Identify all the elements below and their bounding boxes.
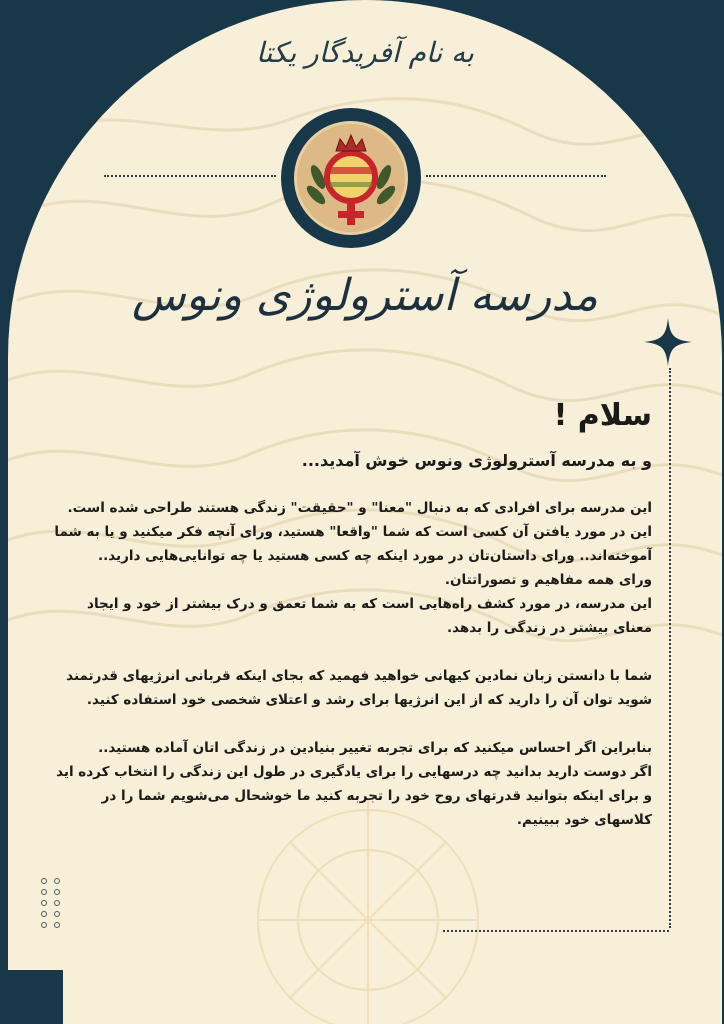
dotted-frame-bottom bbox=[443, 930, 669, 932]
paragraph-line: بنابراین اگر احساس میکنید که برای تجربه تغییر بنیادین در زندگی اتان آماده هستید.. bbox=[98, 740, 652, 756]
paragraph-invitation bbox=[56, 736, 652, 832]
venus-symbol-emblem-icon bbox=[280, 107, 422, 249]
paragraph-line: این در مورد یافتن آن کسی است که شما "واقعا" هستید، ورای آنچه فکر میکنید و یا به شما bbox=[54, 524, 652, 540]
paragraph-line: و برای اینکه بتوانید قدرتهای روح خود را تجربه کنید ما خوشحال می‌شویم شما را در bbox=[101, 788, 652, 804]
paragraph-line: ورای همه مفاهیم و تصوراتتان. bbox=[444, 572, 652, 588]
decorative-dot-grid bbox=[41, 878, 63, 928]
dotted-divider-left bbox=[104, 175, 276, 177]
welcome-line: و به مدرسه آسترولوژی ونوس خوش آمدید... bbox=[301, 451, 652, 470]
greeting-heading: سلام ! bbox=[553, 398, 652, 433]
paragraph-line: اگر دوست دارید بدانید چه درسهایی را برای یادگیری در طول این زندگی را انتخاب کرده اید bbox=[56, 764, 652, 780]
paragraph-line: کلاسهای خود ببینیم. bbox=[516, 812, 652, 828]
paragraph-line: شما با دانستن زبان نمادین کیهانی خواهید فهمید که بجای اینکه قربانی انرژیهای قدرتمند bbox=[66, 668, 652, 684]
basmala-heading: به نام آفریدگار یکتا bbox=[256, 36, 474, 69]
paragraph-line: معنای بیشتر در زندگی را بدهد. bbox=[446, 620, 652, 636]
school-title: مدرسه آسترولوژی ونوس bbox=[132, 270, 598, 321]
dotted-divider-right bbox=[426, 175, 606, 177]
paragraph-line: این مدرسه، در مورد کشف راه‌هایی است که به شما تعمق و درک بیشتر از خود و ایجاد bbox=[87, 596, 652, 612]
paragraph-about bbox=[54, 496, 652, 640]
four-point-star-icon bbox=[644, 318, 692, 366]
dotted-frame-right bbox=[669, 368, 671, 928]
main-content bbox=[54, 398, 652, 856]
paragraph-symbolic-language bbox=[64, 664, 652, 712]
corner-block bbox=[0, 970, 63, 1024]
paragraph-line: آموخته‌اند.. ورای داستان‌تان در مورد اینکه چه کسی هستید یا چه توانایی‌هایی دارید.. bbox=[97, 548, 652, 564]
paragraph-line: این مدرسه برای افرادی که به دنبال "معنا" و "حقیقت" زندگی هستند طراحی شده است. bbox=[67, 500, 652, 516]
paragraph-line: شوید توان آن را دارید که از این انرژیها برای رشد و اعتلای شخصی خود استفاده کنید. bbox=[86, 692, 652, 708]
